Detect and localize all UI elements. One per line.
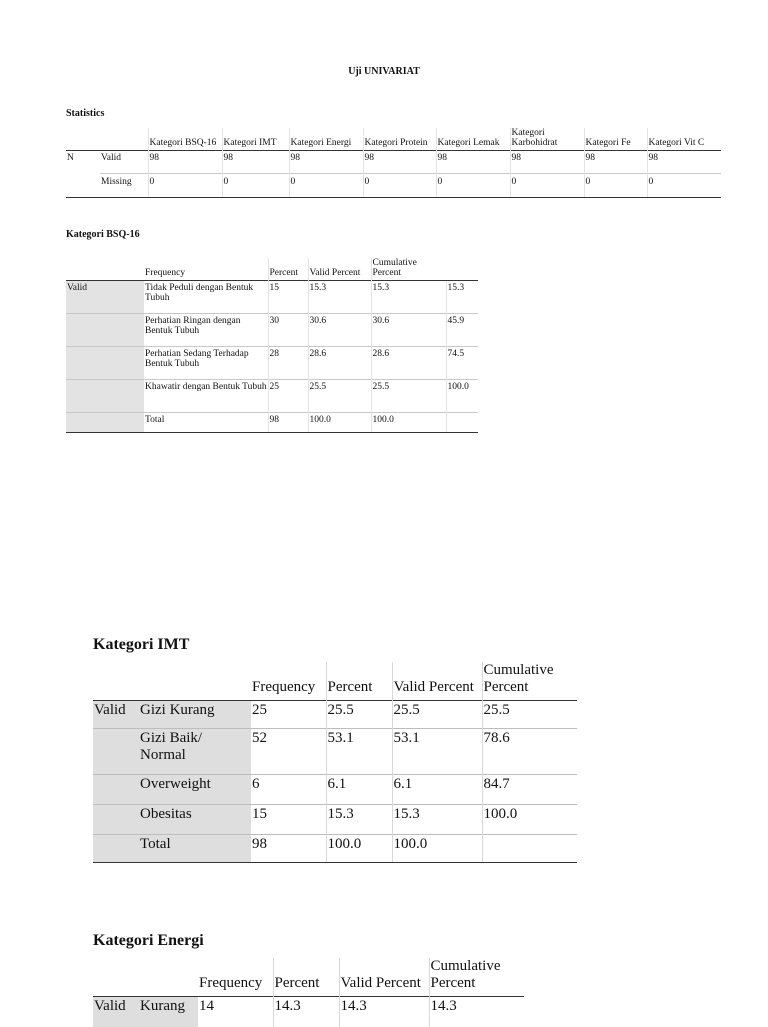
table-cell: 98 (436, 151, 510, 174)
table-cell: 78.6 (482, 729, 577, 775)
row-label: Kurang (139, 997, 198, 1027)
column-header: Kategori Protein (363, 128, 436, 151)
column-header: Frequency (145, 268, 186, 278)
column-header: Kategori Fe (584, 128, 647, 151)
bsq-header-row (66, 258, 478, 281)
row-label: Perhatian Ringan dengan Bentuk Tubuh (144, 314, 268, 347)
table-row (66, 314, 478, 347)
column-header: Kategori Lemak (436, 128, 510, 151)
column-header: Kategori IMT (222, 128, 289, 151)
table-cell: 100.0 (446, 380, 478, 413)
table-cell: 0 (647, 174, 721, 198)
table-cell: 30.6 (371, 314, 446, 347)
table-cell: 15.3 (371, 281, 446, 314)
row-label: Perhatian Sedang Terhadap Bentuk Tubuh (144, 347, 268, 380)
column-header: Valid Percent (308, 258, 371, 281)
table-cell: 0 (510, 174, 584, 198)
table-cell: 25.5 (392, 701, 482, 729)
row-label: Obesitas (139, 805, 251, 835)
table-cell: 15.3 (446, 281, 478, 314)
table-cell: 30.6 (308, 314, 371, 347)
table-cell: 28.6 (308, 347, 371, 380)
energi-header-row (93, 958, 524, 997)
table-cell: 98 (289, 151, 363, 174)
table-cell: 98 (363, 151, 436, 174)
table-row (93, 805, 577, 835)
table-cell: 98 (510, 151, 584, 174)
imt-header-row (93, 662, 577, 701)
table-row-total (93, 835, 577, 863)
column-header: Cumulative Percent (429, 958, 524, 997)
table-cell: 98 (251, 835, 326, 863)
table-cell: 15.3 (308, 281, 371, 314)
bsq-frequency-table (66, 258, 478, 433)
row-label: Overweight (139, 775, 251, 805)
table-cell: 98 (148, 151, 222, 174)
column-header: Kategori Karbohidrat (510, 128, 584, 151)
row-group-label: Valid (93, 997, 139, 1027)
row-group-label: Valid (66, 281, 144, 314)
row-label: Khawatir dengan Bentuk Tubuh (144, 380, 268, 413)
table-row (66, 347, 478, 380)
table-cell: 45.9 (446, 314, 478, 347)
table-cell: 0 (584, 174, 647, 198)
statistics-header-row (66, 128, 721, 151)
column-header: Kategori Vit C (647, 128, 721, 151)
bsq-table-title: Kategori BSQ-16 (66, 229, 140, 240)
statistics-title: Statistics (66, 108, 105, 119)
table-cell: 53.1 (392, 729, 482, 775)
row-label: Total (139, 835, 251, 863)
table-cell: 6 (251, 775, 326, 805)
table-cell: 14 (198, 997, 273, 1027)
table-cell: 98 (268, 413, 308, 433)
document-title: Uji UNIVARIAT (348, 66, 420, 77)
table-cell: 28 (268, 347, 308, 380)
column-header: Percent (326, 662, 392, 701)
column-header: Valid Percent (392, 662, 482, 701)
table-row (93, 701, 577, 729)
row-group-label: N (66, 151, 100, 174)
table-cell: 28.6 (371, 347, 446, 380)
table-cell: 25.5 (308, 380, 371, 413)
table-cell: 14.3 (339, 997, 429, 1027)
imt-table-title: Kategori IMT (93, 636, 190, 653)
column-header: Valid Percent (339, 958, 429, 997)
table-cell: 53.1 (326, 729, 392, 775)
table-cell: 98 (584, 151, 647, 174)
table-cell: 52 (251, 729, 326, 775)
table-cell: 0 (436, 174, 510, 198)
column-header: Frequency (252, 679, 316, 695)
table-cell (446, 413, 478, 433)
statistics-table (66, 128, 721, 198)
table-cell: 98 (647, 151, 721, 174)
table-row-total (66, 413, 478, 433)
imt-frequency-table (93, 662, 577, 863)
table-cell: 74.5 (446, 347, 478, 380)
table-cell: 98 (222, 151, 289, 174)
table-cell: 14.3 (429, 997, 524, 1027)
table-cell: 100.0 (326, 835, 392, 863)
table-cell: 25 (268, 380, 308, 413)
table-cell: 25.5 (371, 380, 446, 413)
table-cell: 100.0 (482, 805, 577, 835)
table-cell: 100.0 (392, 835, 482, 863)
row-label: Gizi Baik/ Normal (139, 729, 251, 775)
row-label: Total (144, 413, 268, 433)
row-label: Missing (100, 174, 148, 198)
table-cell: 84.7 (482, 775, 577, 805)
table-cell (482, 835, 577, 863)
column-header: Kategori BSQ-16 (148, 128, 222, 151)
column-header: Percent (273, 958, 339, 997)
table-cell: 15.3 (392, 805, 482, 835)
row-label: Gizi Kurang (139, 701, 251, 729)
table-cell: 25 (251, 701, 326, 729)
table-cell: 6.1 (392, 775, 482, 805)
row-label: Tidak Peduli dengan Bentuk Tubuh (144, 281, 268, 314)
row-label: Valid (100, 151, 148, 174)
table-cell: 0 (289, 174, 363, 198)
table-row (93, 997, 524, 1027)
table-cell: 14.3 (273, 997, 339, 1027)
table-cell: 25.5 (482, 701, 577, 729)
table-row (66, 174, 721, 198)
column-header: Kategori Energi (289, 128, 363, 151)
column-header: Cumulative Percent (482, 662, 577, 701)
table-cell: 0 (363, 174, 436, 198)
table-cell: 100.0 (371, 413, 446, 433)
column-header: Frequency (199, 975, 263, 991)
table-cell: 15 (251, 805, 326, 835)
column-header: Cumulative Percent (371, 258, 446, 281)
table-row (66, 380, 478, 413)
table-cell: 6.1 (326, 775, 392, 805)
energi-table-title: Kategori Energi (93, 932, 204, 949)
table-cell: 0 (148, 174, 222, 198)
row-group-label: Valid (93, 701, 139, 729)
table-cell: 100.0 (308, 413, 371, 433)
table-row (66, 151, 721, 174)
table-row (93, 775, 577, 805)
table-cell: 25.5 (326, 701, 392, 729)
table-row (93, 729, 577, 775)
table-cell: 0 (222, 174, 289, 198)
energi-frequency-table (93, 958, 524, 1027)
table-cell: 30 (268, 314, 308, 347)
table-cell: 15.3 (326, 805, 392, 835)
table-row (66, 281, 478, 314)
column-header: Percent (268, 258, 308, 281)
table-cell: 15 (268, 281, 308, 314)
